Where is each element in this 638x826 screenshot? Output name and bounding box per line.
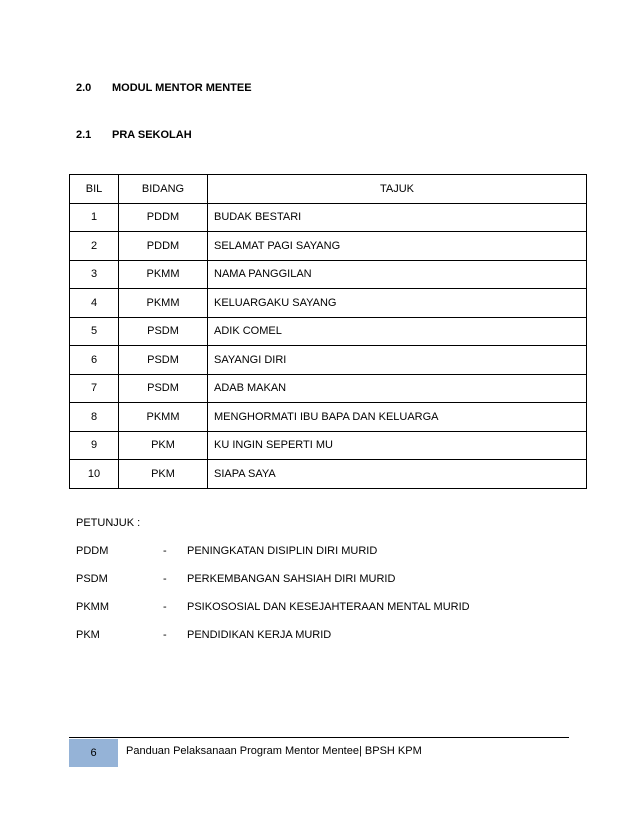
- subsection-heading: [76, 129, 192, 141]
- cell-bidang: PSDM: [119, 374, 208, 403]
- footer-divider: [69, 737, 569, 738]
- cell-bil: 7: [70, 374, 119, 403]
- table-row: [70, 460, 587, 489]
- cell-bil: 2: [70, 232, 119, 261]
- header-tajuk: TAJUK: [208, 175, 587, 204]
- header-bidang: BIDANG: [119, 175, 208, 204]
- legend-dash: -: [163, 629, 167, 641]
- cell-bil: 8: [70, 403, 119, 432]
- module-table: [69, 174, 587, 489]
- legend-title: PETUNJUK :: [76, 517, 141, 529]
- table-row: [70, 260, 587, 289]
- section-title: MODUL MENTOR MENTEE: [112, 82, 252, 94]
- table-row: [70, 403, 587, 432]
- table-row: [70, 431, 587, 460]
- cell-bil: 4: [70, 289, 119, 318]
- legend-description: PENINGKATAN DISIPLIN DIRI MURID: [187, 545, 378, 557]
- header-bil: BIL: [70, 175, 119, 204]
- section-number: 2.0: [76, 82, 92, 94]
- cell-bidang: PDDM: [119, 232, 208, 261]
- cell-tajuk: SELAMAT PAGI SAYANG: [208, 232, 587, 261]
- cell-tajuk: BUDAK BESTARI: [208, 203, 587, 232]
- legend-dash: -: [163, 545, 167, 557]
- legend-code: PKM: [76, 629, 100, 641]
- cell-tajuk: SIAPA SAYA: [208, 460, 587, 489]
- legend-description: PERKEMBANGAN SAHSIAH DIRI MURID: [187, 573, 396, 585]
- cell-bil: 1: [70, 203, 119, 232]
- cell-tajuk: MENGHORMATI IBU BAPA DAN KELUARGA: [208, 403, 587, 432]
- cell-bil: 5: [70, 317, 119, 346]
- table-row: [70, 374, 587, 403]
- cell-bidang: PSDM: [119, 346, 208, 375]
- legend-description: PSIKOSOSIAL DAN KESEJAHTERAAN MENTAL MURID: [187, 601, 470, 613]
- cell-bidang: PKM: [119, 460, 208, 489]
- cell-tajuk: ADAB MAKAN: [208, 374, 587, 403]
- cell-tajuk: KU INGIN SEPERTI MU: [208, 431, 587, 460]
- legend-code: PSDM: [76, 573, 108, 585]
- footer-page-number: 6: [69, 739, 118, 767]
- legend-code: PKMM: [76, 601, 109, 613]
- legend-description: PENDIDIKAN KERJA MURID: [187, 629, 332, 641]
- section-heading: [76, 82, 252, 94]
- table-row: [70, 346, 587, 375]
- cell-bil: 3: [70, 260, 119, 289]
- legend-dash: -: [163, 573, 167, 585]
- cell-tajuk: SAYANGI DIRI: [208, 346, 587, 375]
- cell-tajuk: ADIK COMEL: [208, 317, 587, 346]
- cell-bidang: PKM: [119, 431, 208, 460]
- footer-text: Panduan Pelaksanaan Program Mentor Mentee| BPSH KPM: [126, 745, 422, 757]
- subsection-title: PRA SEKOLAH: [112, 129, 192, 141]
- table-row: [70, 203, 587, 232]
- table-row: [70, 289, 587, 318]
- legend-code: PDDM: [76, 545, 109, 557]
- legend-dash: -: [163, 601, 167, 613]
- cell-tajuk: NAMA PANGGILAN: [208, 260, 587, 289]
- table-row: [70, 232, 587, 261]
- table-header-row: [70, 175, 587, 204]
- cell-bidang: PDDM: [119, 203, 208, 232]
- cell-bidang: PKMM: [119, 260, 208, 289]
- cell-bidang: PSDM: [119, 317, 208, 346]
- subsection-number: 2.1: [76, 129, 92, 141]
- cell-bil: 6: [70, 346, 119, 375]
- cell-bidang: PKMM: [119, 403, 208, 432]
- cell-tajuk: KELUARGAKU SAYANG: [208, 289, 587, 318]
- cell-bil: 10: [70, 460, 119, 489]
- cell-bil: 9: [70, 431, 119, 460]
- cell-bidang: PKMM: [119, 289, 208, 318]
- table-row: [70, 317, 587, 346]
